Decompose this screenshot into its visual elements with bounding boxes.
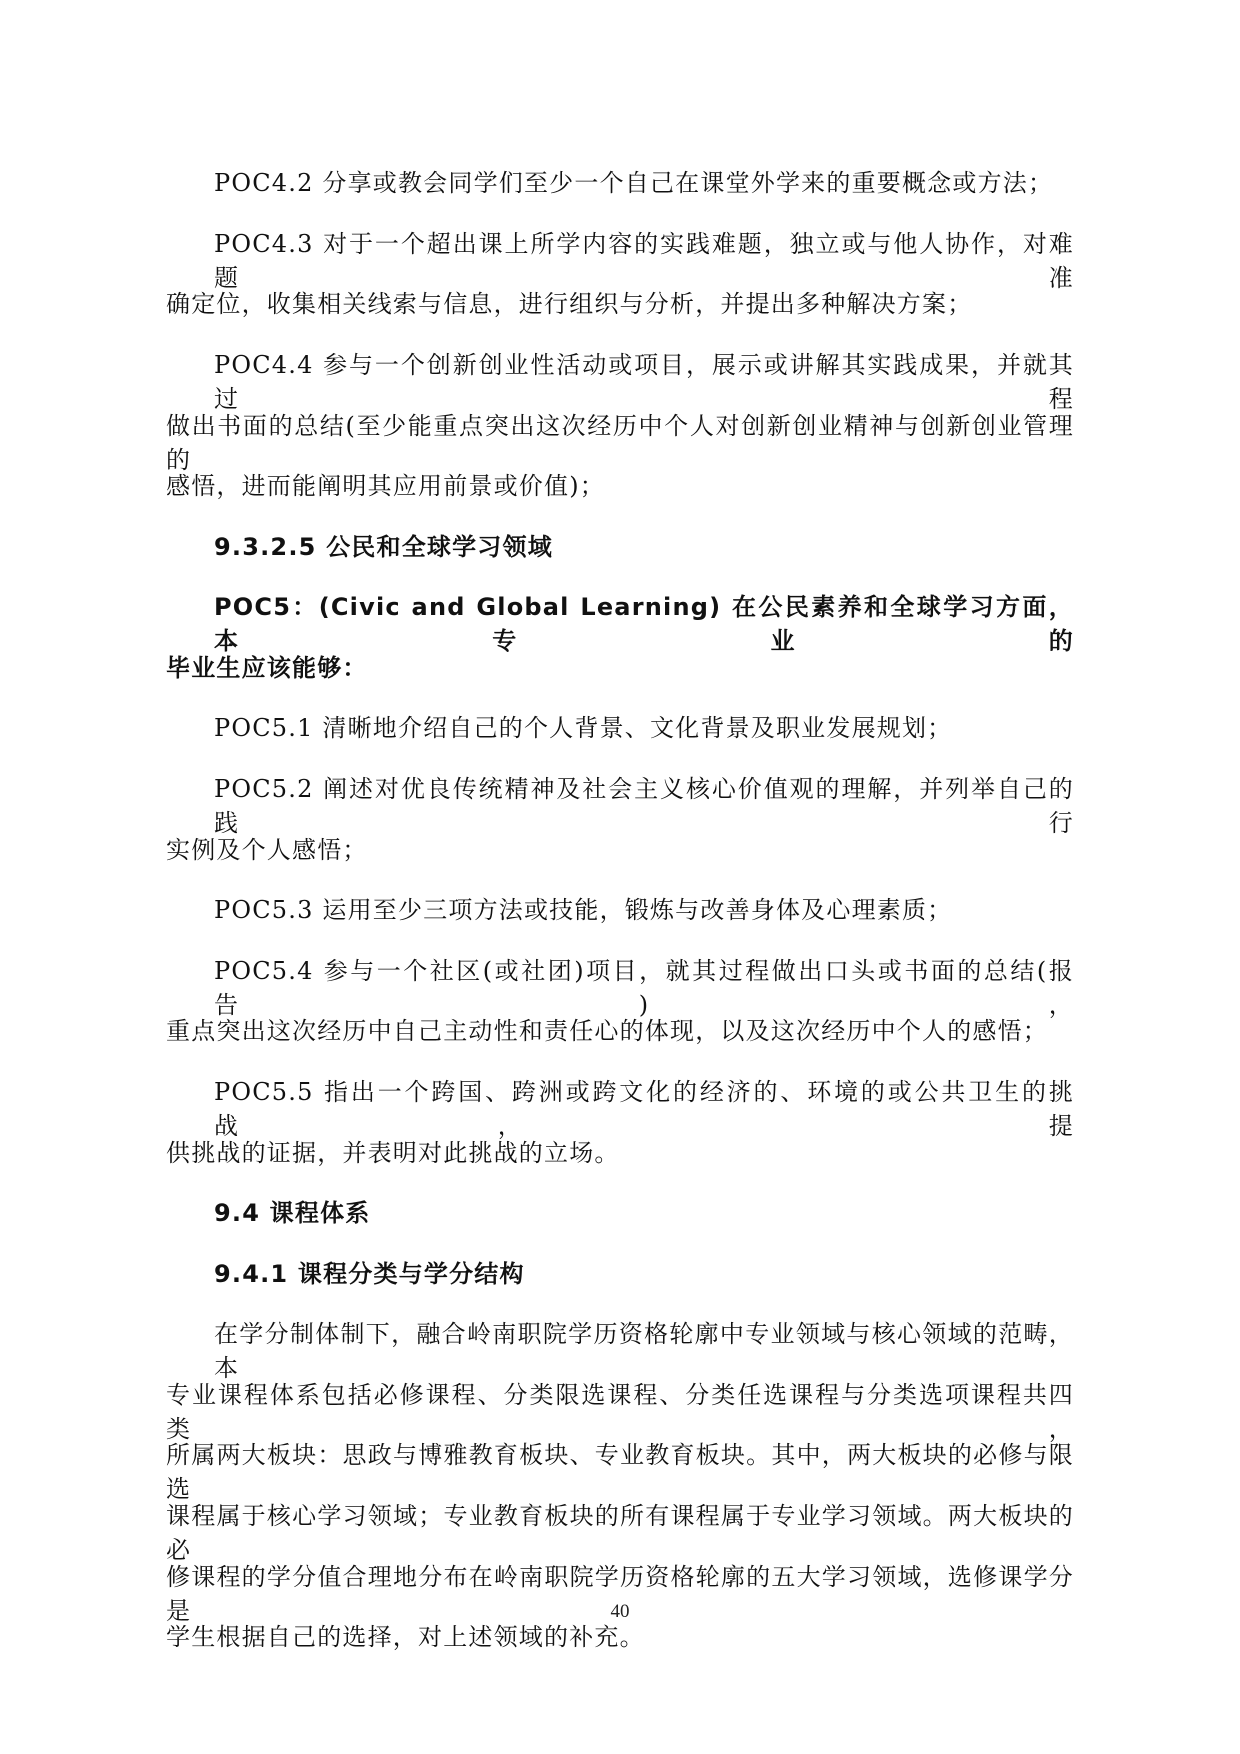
paragraph-line: POC5.4 参与一个社区(或社团)项目，就其过程做出口头或书面的总结(报告)， — [214, 957, 1074, 1019]
paragraph-line: POC5：(Civic and Global Learning) 在公民素养和全球学习方面，本专业的 — [214, 593, 1074, 655]
paragraph-line: 做出书面的总结(至少能重点突出这次经历中个人对创新创业精神与创新创业管理的 — [166, 412, 1074, 474]
section-heading: 9.3.2.5 公民和全球学习领域 — [214, 533, 553, 561]
paragraph-line: 实例及个人感悟； — [166, 836, 368, 864]
paragraph-line: 感悟，进而能阐明其应用前景或价值)； — [166, 472, 605, 500]
paragraph-line: POC5.1 清晰地介绍自己的个人背景、文化背景及职业发展规划； — [214, 714, 953, 742]
paragraph-line: 专业课程体系包括必修课程、分类限选课程、分类任选课程与分类选项课程共四类， — [166, 1381, 1074, 1443]
paragraph-line: POC4.4 参与一个创新创业性活动或项目，展示或讲解其实践成果，并就其过程 — [214, 351, 1074, 413]
paragraph-line: 学生根据自己的选择，对上述领域的补充。 — [166, 1623, 645, 1651]
paragraph-line: POC5.2 阐述对优良传统精神及社会主义核心价值观的理解，并列举自己的践行 — [214, 775, 1074, 837]
paragraph-line: 在学分制体制下，融合岭南职院学历资格轮廓中专业领域与核心领域的范畴，本 — [214, 1320, 1074, 1382]
page-number: 40 — [610, 1601, 630, 1622]
paragraph-line: 毕业生应该能够： — [166, 654, 368, 682]
paragraph-line: POC5.3 运用至少三项方法或技能，锻炼与改善身体及心理素质； — [214, 896, 953, 924]
paragraph-line: 课程属于核心学习领域；专业教育板块的所有课程属于专业学习领域。两大板块的必 — [166, 1502, 1074, 1564]
subsection-heading: 9.4.1 课程分类与学分结构 — [214, 1260, 525, 1288]
paragraph-line: POC4.2 分享或教会同学们至少一个自己在课堂外学来的重要概念或方法； — [214, 169, 1054, 197]
paragraph-line: 重点突出这次经历中自己主动性和责任心的体现，以及这次经历中个人的感悟； — [166, 1017, 1048, 1045]
paragraph-line: POC4.3 对于一个超出课上所学内容的实践难题，独立或与他人协作，对难题准 — [214, 230, 1074, 292]
paragraph-line: POC5.5 指出一个跨国、跨洲或跨文化的经济的、环境的或公共卫生的挑战， 提 — [214, 1078, 1074, 1140]
paragraph-line: 所属两大板块：思政与博雅教育板块、专业教育板块。其中，两大板块的必修与限选 — [166, 1441, 1074, 1503]
paragraph-line: 确定位，收集相关线索与信息，进行组织与分析，并提出多种解决方案； — [166, 290, 973, 318]
paragraph-line: 修课程的学分值合理地分布在岭南职院学历资格轮廓的五大学习领域，选修课学分是 — [166, 1563, 1074, 1625]
section-heading: 9.4 课程体系 — [214, 1199, 371, 1227]
paragraph-line: 供挑战的证据，并表明对此挑战的立场。 — [166, 1139, 620, 1167]
